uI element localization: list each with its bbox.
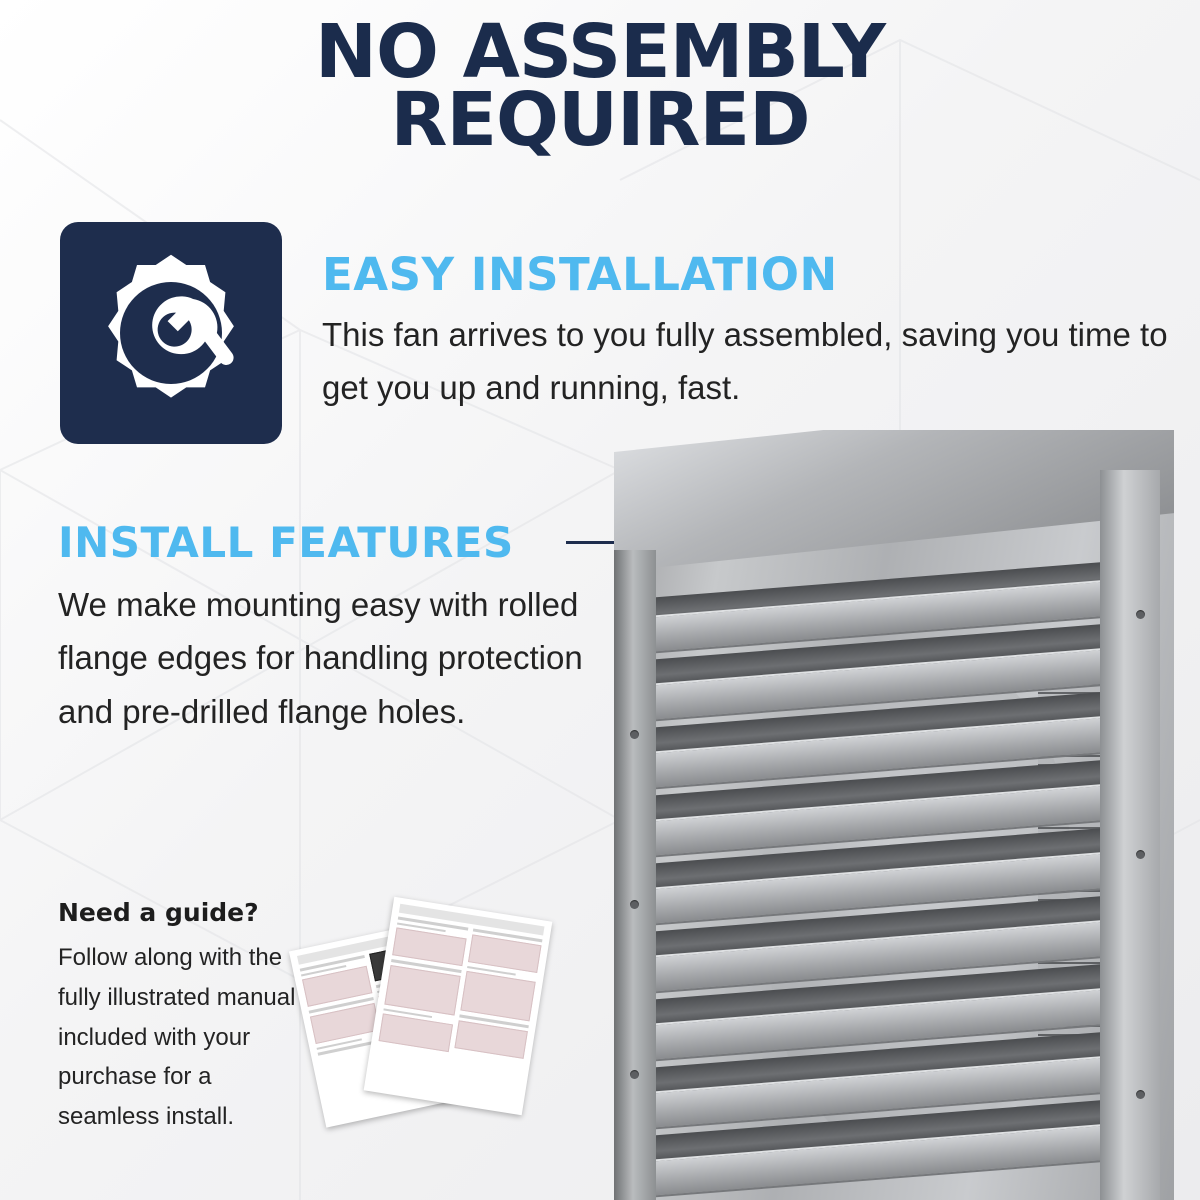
- gear-wrench-icon: [86, 248, 256, 418]
- manual-figure: [379, 1013, 453, 1052]
- install-features-body: We make mounting easy with rolled flange edges for handling protection and pre-drilled flange holes.: [58, 586, 583, 730]
- manual-figure: [460, 971, 536, 1022]
- pre-drilled-hole: [1136, 850, 1145, 859]
- fan-right-flange: [1100, 470, 1160, 1200]
- easy-installation-title: EASY INSTALLATION: [322, 248, 838, 301]
- page-title: [0, 9, 1200, 164]
- manual-page-front: [364, 897, 553, 1116]
- pre-drilled-hole: [630, 900, 639, 909]
- manual-column: [452, 928, 542, 1067]
- headline-line-2: REQUIRED: [390, 77, 810, 164]
- guide-body: Follow along with the fully illustrated manual included with your purchase for a seamless install.: [58, 944, 296, 1131]
- manual-column: [378, 917, 468, 1056]
- easy-installation-body: This fan arrives to you fully assembled, saving you time to get you up and running, fast.: [322, 316, 1168, 407]
- manual-pages-image: [300, 898, 580, 1138]
- gear-icon-tile: [60, 222, 282, 444]
- manual-columns: [371, 915, 549, 1068]
- headline-line-1: NO ASSEMBLY: [315, 9, 885, 95]
- product-photo: [600, 430, 1200, 1200]
- install-features-title: INSTALL FEATURES: [58, 518, 514, 567]
- pre-drilled-hole: [630, 730, 639, 739]
- guide-title: Need a guide?: [58, 898, 259, 927]
- manual-figure: [384, 964, 460, 1015]
- pre-drilled-hole: [1136, 610, 1145, 619]
- pre-drilled-hole: [1136, 1090, 1145, 1099]
- pre-drilled-hole: [630, 1070, 639, 1079]
- fan-left-flange: [614, 550, 656, 1200]
